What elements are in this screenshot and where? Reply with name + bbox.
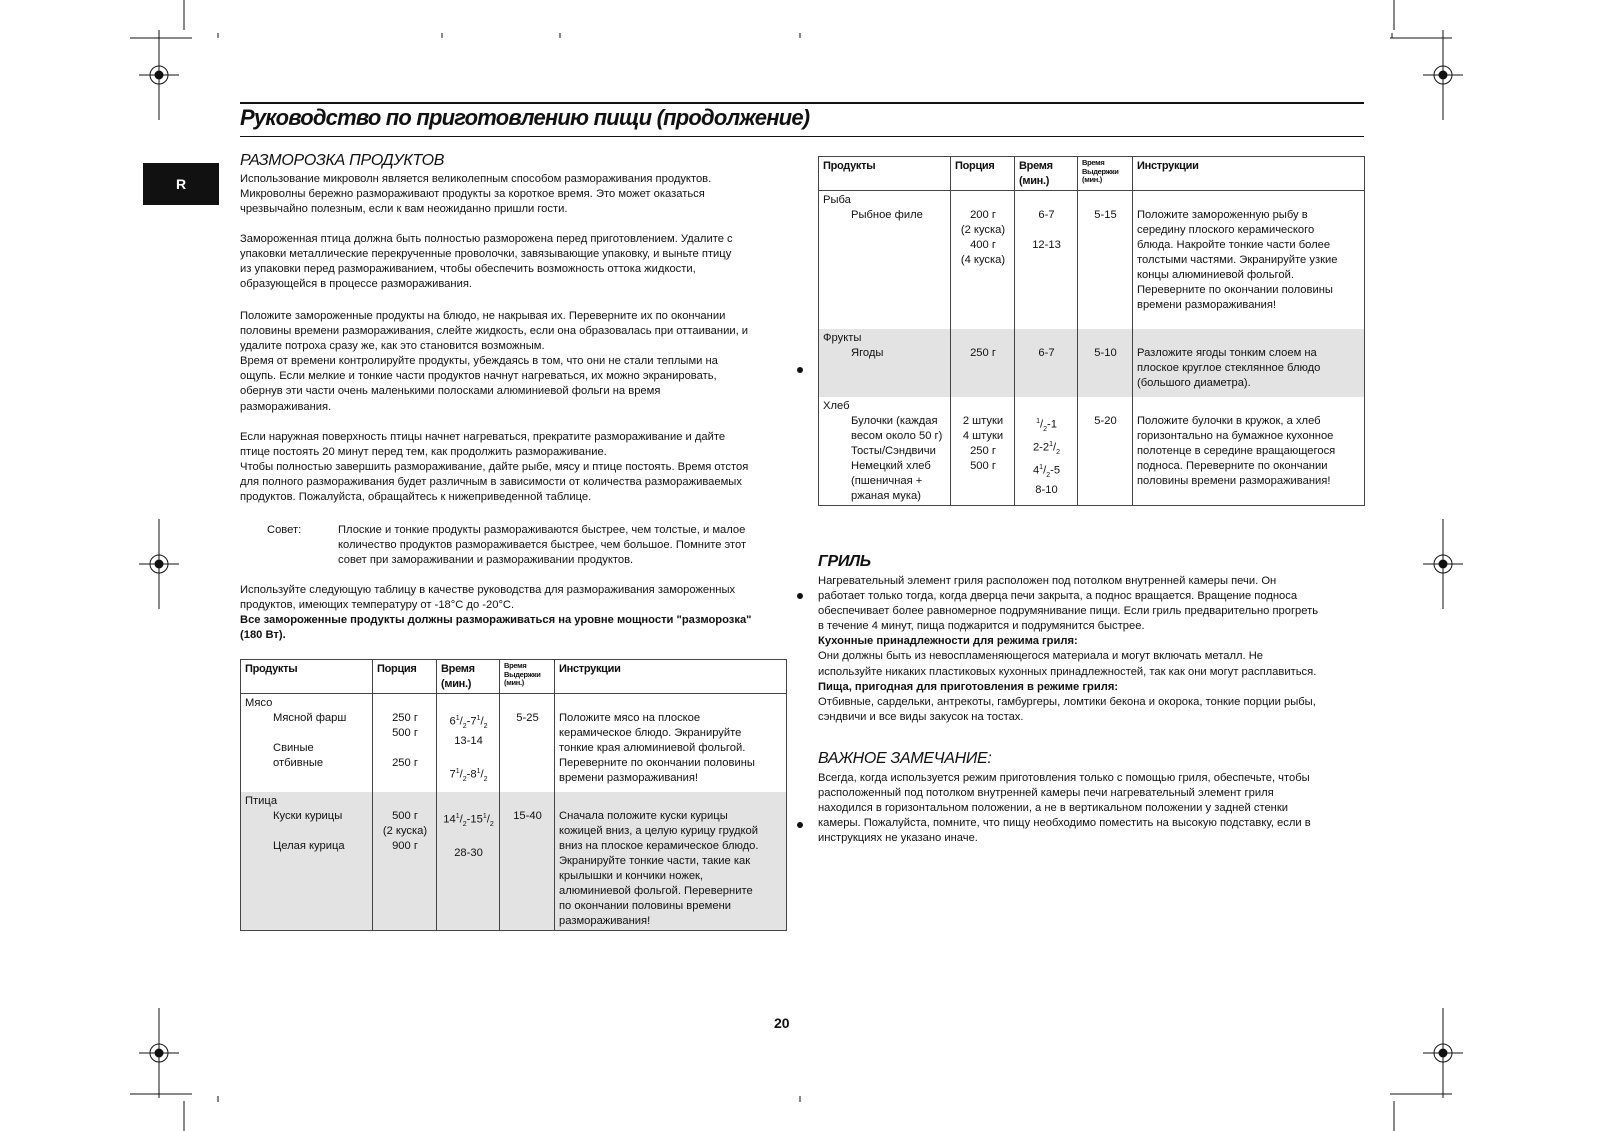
tip-text: Плоские и тонкие продукты размораживаются быстрее, чем толстые, и малое количество продуктов размораживается быстрее, чем большое. Помните этот совет при замораживании и размораживании продуктов.	[338, 524, 747, 567]
table-row-fish: Рыба Рыбное филе 200 г (2 куска) 400 г (4 куска) 6-7 12-13 5-15 Положите замороженную рыбу в середину плоского керамического блюда. Накройте тонкие части более толстыми частями. Экранируйте узкие концы алюминиевой фольгой. Переверните по окончании половины времени размораживания!	[819, 191, 1365, 330]
header-time: Время (мин.)	[437, 660, 500, 694]
header-instructions: Инструкции	[1133, 157, 1365, 191]
header-portion: Порция	[951, 157, 1015, 191]
header-products: Продукты	[241, 660, 373, 694]
page-number: 20	[774, 1015, 790, 1031]
important-text: Всегда, когда используется режим приготовления только с помощью гриля, обеспечьте, чтобы расположенный под потолком внутренней камеры печи нагревательный элемент гриля находился в горизонтальном положении, а не в вертикальном положении у задней стенки камеры. Пожалуйста, помните, что пищу необходимо поместить на высокую подставку, если в инструкциях не указано иначе.	[818, 772, 1311, 845]
grill-heading: ГРИЛЬ	[818, 553, 871, 570]
table-header-row	[241, 660, 787, 694]
grill-text: Нагревательный элемент гриля расположен под потолком внутренней камеры печи. Он работает только тогда, когда дверца печи закрыта, а поднос вращается. Вращение подноса обеспечивает более равномерное подрумянивание пищи. Если гриль предварительно прогреть в течение 4 минут, пища поджарится и подрумянится быстрее. Кухонные принадлежности для режима гриля: Они должны быть из невоспламеняющегося материала и могут включать металл. Не используйте никаких пластиковых кухонных принадлежностей, так как они могут расплавиться. Пища, пригодная для приготовления в режиме гриля: Отбивные, сардельки, антрекоты, гамбургеры, ломтики бекона и окорока, тонкие порции рыбы, сэндвичи и все виды закусок на тостах.	[818, 575, 1319, 723]
table-row-bread: Хлеб Булочки (каждая весом около 50 г) Тосты/Сэндвичи Немецкий хлеб (пшеничная + ржаная мука) 2 штуки 4 штуки 250 г 500 г $^1/_2-1$ $2-2^1/_2$ $4^1/_2-5$ 8-10 5-20 Положите булочки в кружок, а хлеб горизонтально на бумажное кухонное полотенце в середине вращающегося подноса. Переверните по окончании половины времени размораживания!	[819, 397, 1365, 506]
header-stand-time: Время Выдержки (мин.)	[1078, 157, 1133, 191]
header-products: Продукты	[819, 157, 951, 191]
defrost-intro: Использование микроволн является великолепным способом размораживания продуктов. Микроволны бережно размораживают продукты за короткое время. Это может оказаться чрезвычайно полезным, если к вам неожиданно пришли гости.	[240, 173, 712, 216]
table-row-fruit: Фрукты Ягоды 250 г 6-7 5-10 Разложите ягоды тонким слоем на плоское круглое стеклянное блюдо (большого диаметра).	[819, 329, 1365, 397]
language-tab: R	[143, 163, 219, 205]
important-heading: ВАЖНОЕ ЗАМЕЧАНИЕ:	[818, 750, 992, 767]
header-portion: Порция	[373, 660, 437, 694]
header-stand-time: Время Выдержки (мин.)	[500, 660, 555, 694]
table-header-row	[819, 157, 1365, 191]
binding-dot	[797, 593, 803, 599]
table-row-meat: Мясо Мясной фарш Свиные отбивные 250 г 500 г 250 г $6^1/_2-7^1/_2$ 13-14 $7^1/_2-8^1/_2$ 5-25 Положите мясо на плоское керамическое блюдо. Экранируйте тонкие края алюминиевой фольгой. Переверните по окончании половины времени размораживания!	[241, 694, 787, 792]
poultry-paragraph: Замороженная птица должна быть полностью разморожена перед приготовлением. Удалите с упаковки металлические перекрученные проволочки, завязывающие упаковку, и выньте птицу из упаковки перед размораживанием, чтобы обеспечить возможность оттока жидкости, образующейся в процессе размораживания.	[240, 233, 733, 291]
table-usage-paragraph: Используйте следующую таблицу в качестве руководства для размораживания замороженных продуктов, имеющих температуру от -18°C до -20°C. Все замороженные продукты должны размораживаться на уровне мощности "разморозка" (180 Вт).	[240, 584, 752, 642]
defrost-table-meat-poultry	[240, 659, 787, 931]
page-title: Руководство по приготовлению пищи (продолжение)	[240, 105, 810, 130]
title-bottom-rule	[240, 136, 1364, 137]
header-instructions: Инструкции	[555, 660, 787, 694]
defrost-table-fish-fruit-bread	[818, 156, 1365, 506]
tip-label: Совет:	[267, 524, 302, 536]
table-row-poultry: Птица Куски курицы Целая курица 500 г (2 куска) 900 г $14^1/_2-15^1/_2$ 28-30 15-40 Сначала положите куски курицы кожицей вниз, а целую курицу грудкой вниз на плоское керамическое блюдо. Экранируйте тонкие части, такие как крылышки и кончики ножек, алюминиевой фольгой. Переверните по окончании половины времени размораживания!	[241, 792, 787, 931]
placement-paragraph: Положите замороженные продукты на блюдо, не накрывая их. Переверните их по окончании половины времени размораживания, слейте жидкость, если она образовалась при оттаивании, и удалите потроха сразу же, как это становится возможным. Время от времени контролируйте продукты, убеждаясь в том, что они не стали теплыми на ощупь. Если мелкие и тонкие части продуктов начнут нагреваться, их можно экранировать, обернув эти части очень маленькими полосками алюминиевой фольги на время размораживания.	[240, 310, 749, 413]
defrost-heading: РАЗМОРОЗКА ПРОДУКТОВ	[240, 152, 445, 169]
title-top-rule	[240, 102, 1364, 104]
binding-dot	[797, 822, 803, 828]
binding-dot	[797, 367, 803, 373]
standing-paragraph: Если наружная поверхность птицы начнет нагреваться, прекратите размораживание и дайте птице постоять 20 минут перед тем, как продолжить размораживание. Чтобы полностью завершить размораживание, дайте рыбе, мясу и птице постоять. Время отстоя для полного размораживания будет различным в зависимости от количества размораживаемых продуктов. Пожалуйста, обращайтесь к нижеприведенной таблице.	[240, 431, 749, 504]
header-time: Время (мин.)	[1015, 157, 1078, 191]
